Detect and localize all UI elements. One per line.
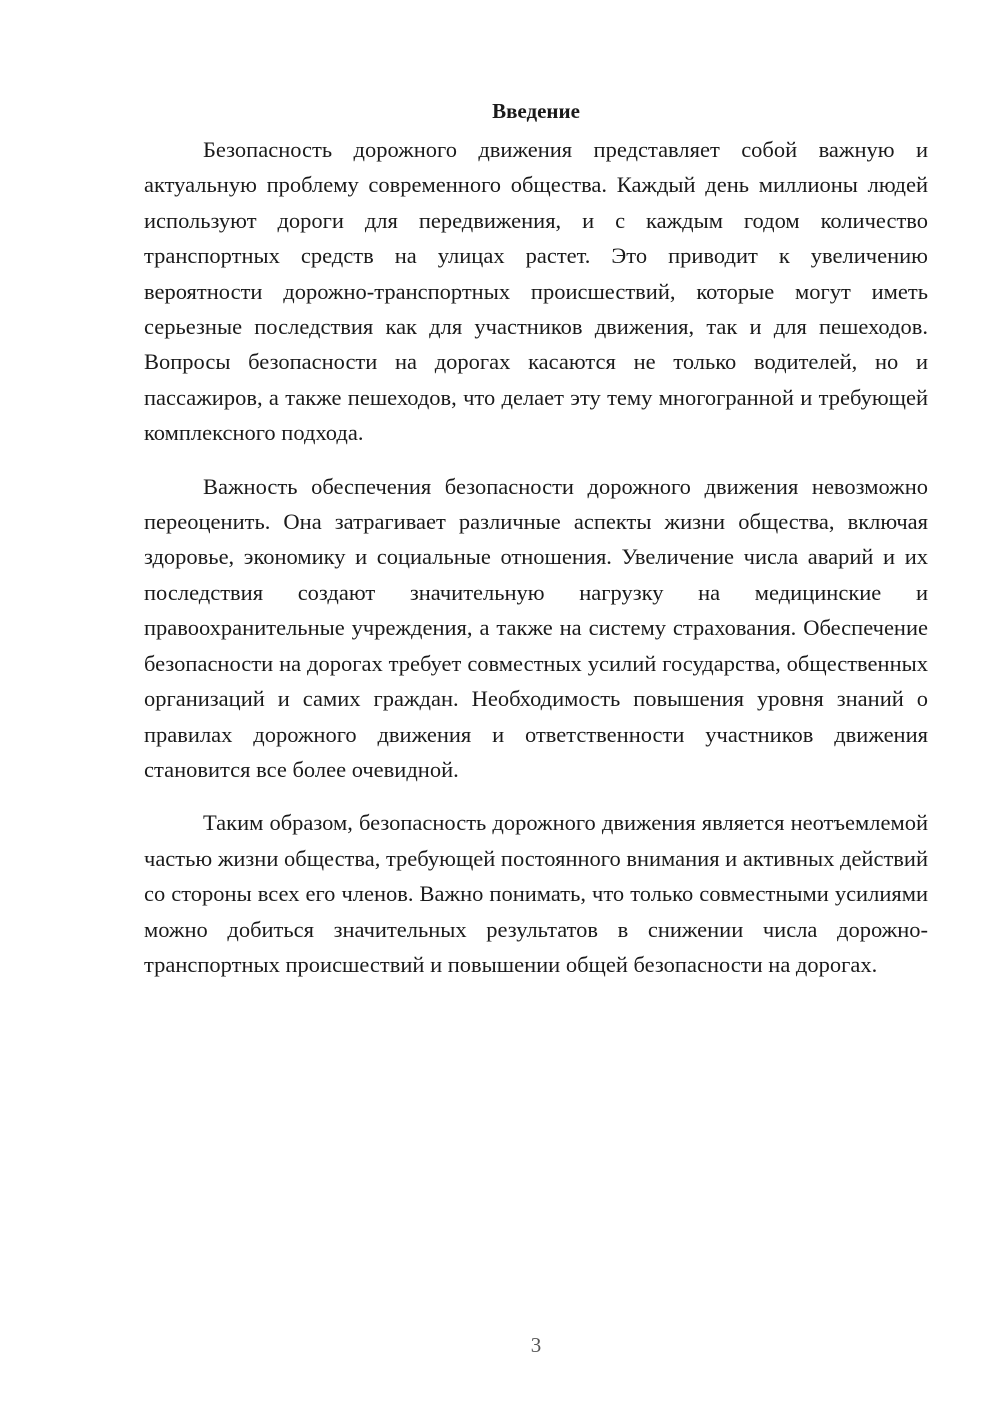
section-heading: Введение bbox=[492, 99, 580, 123]
page-content bbox=[144, 96, 928, 982]
paragraph-3: Таким образом, безопасность дорожного движения является неотъемлемой частью жизни общества, требующей постоянного внимания и активных действий со стороны всех его членов. Важно понимать, что только совместными усилиями можно добиться значительных результатов в снижении числа дорожно-транспортных происшествий и повышении общей безопасности на дорогах. bbox=[144, 810, 928, 977]
paragraph-1: Безопасность дорожного движения представляет собой важную и актуальную проблему современного общества. Каждый день миллионы людей используют дороги для передвижения, и с каждым годом количество транспортных средств на улицах растет. Это приводит к увеличению вероятности дорожно-транспортных происшествий, которые могут иметь серьезные последствия как для участников движения, так и для пешеходов. Вопросы безопасности на дорогах касаются не только водителей, но и пассажиров, а также пешеходов, что делает эту тему многогранной и требующей комплексного подхода. bbox=[144, 137, 928, 446]
paragraph-2: Важность обеспечения безопасности дорожного движения невозможно переоценить. Она затрагивает различные аспекты жизни общества, включая здоровье, экономику и социальные отношения. Увеличение числа аварий и их последствия создают значительную нагрузку на медицинские и правоохранительные учреждения, а также на систему страхования. Обеспечение безопасности на дорогах требует совместных усилий государства, общественных организаций и самих граждан. Необходимость повышения уровня знаний о правилах дорожного движения и ответственности участников движения становится все более очевидной. bbox=[144, 473, 928, 782]
page-number: 3 bbox=[530, 1333, 542, 1357]
